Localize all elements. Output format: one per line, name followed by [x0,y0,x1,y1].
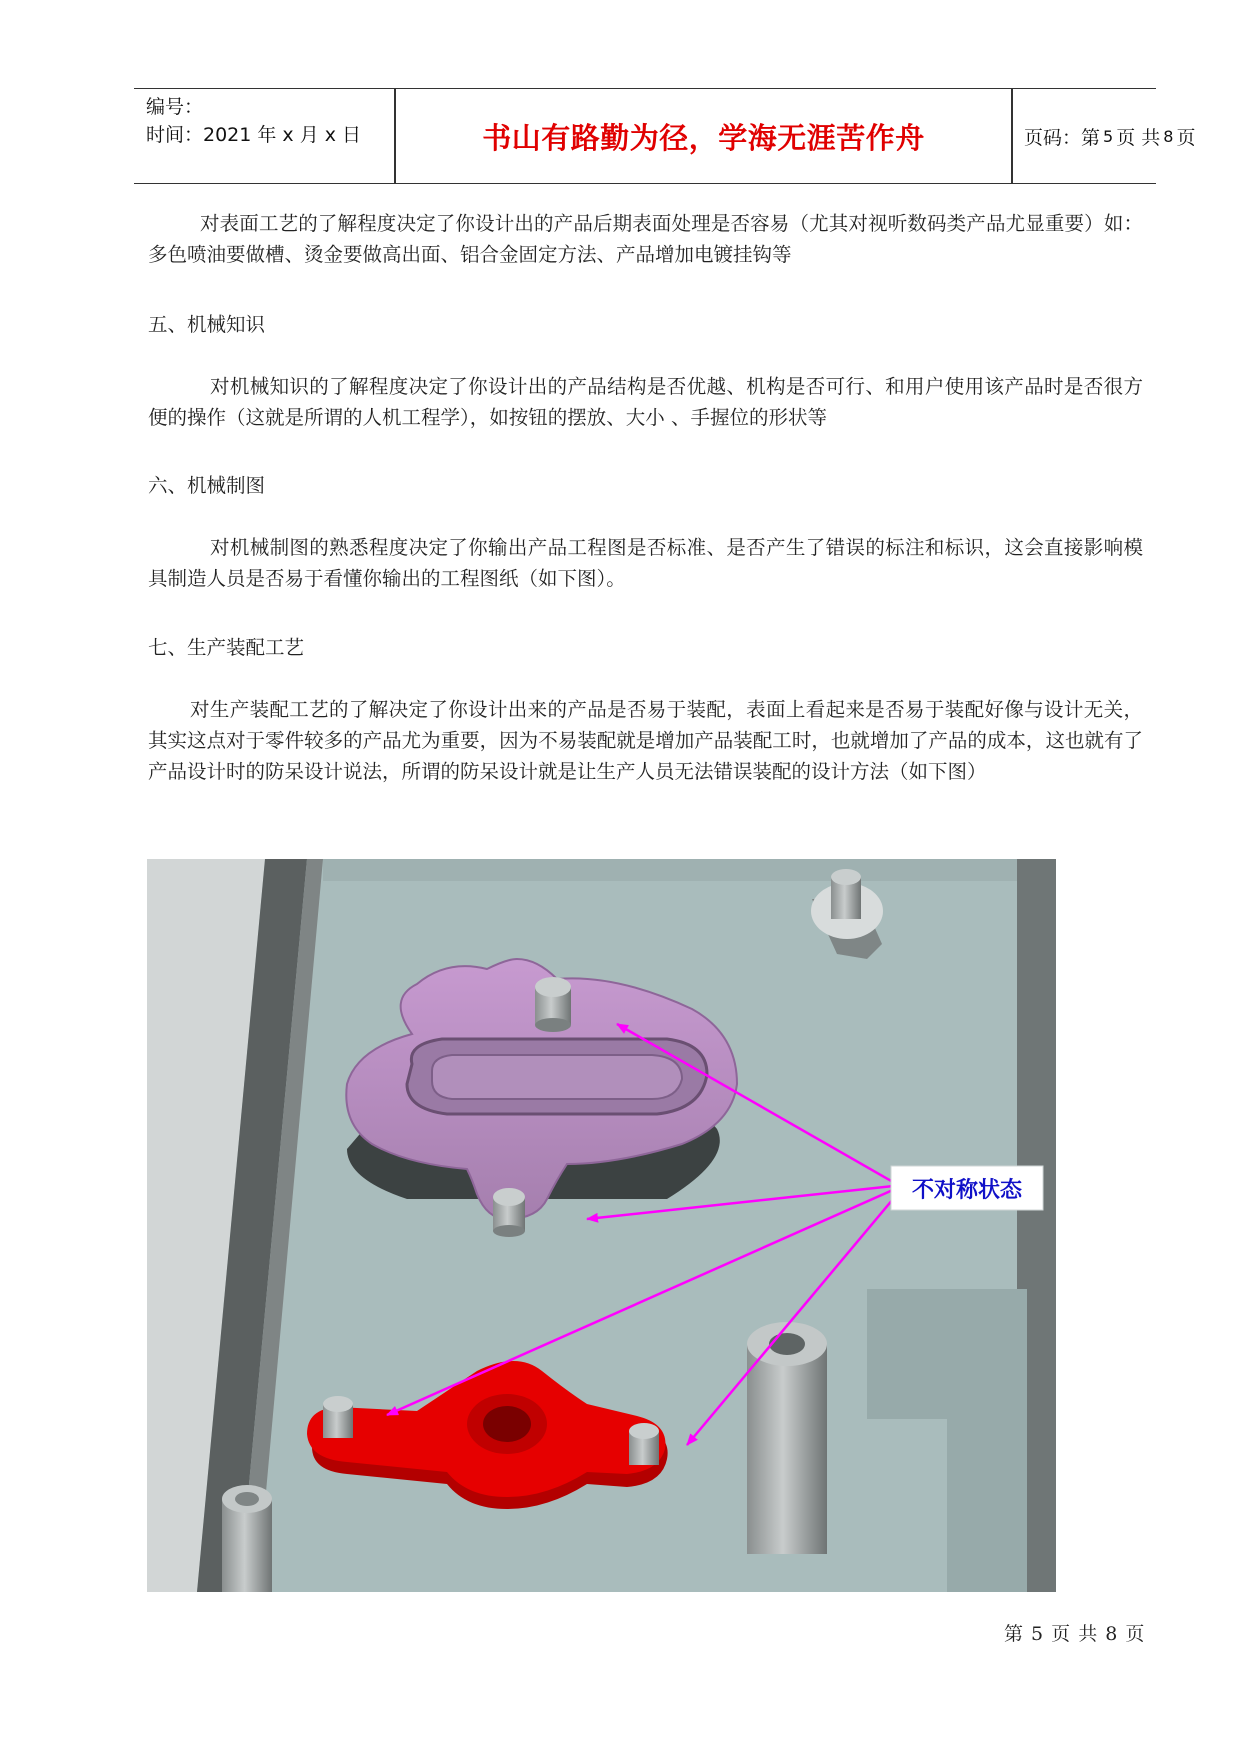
page-number: 5 [1103,126,1114,146]
header-left-cell [146,93,396,179]
page-suffix: 页 [1176,126,1196,149]
time-label: 时间：2021 年 x 月 x 日 [146,124,362,146]
paragraph-mechanical-drawing: 对机械制图的熟悉程度决定了你输出产品工程图是否标准、是否产生了错误的标注和标识，这会直接影响模具制造人员是否易于看懂你输出的工程图纸（如下图）。 [148,536,1143,590]
heading-mechanical-drawing: 六、机械制图 [148,474,266,497]
heading-assembly-process: 七、生产装配工艺 [148,636,305,659]
paragraph-surface: 对表面工艺的了解程度决定了你设计出的产品后期表面处理是否容易（尤其对视听数码类产品尤显重要）如：多色喷油要做槽、烫金要做高出面、铝合金固定方法、产品增加电镀挂钩等 [148,212,1143,266]
red-left-pin [323,1396,353,1438]
paragraph-assembly-process: 对生产装配工艺的了解决定了你设计出来的产品是否易于装配，表面上看起来是否易于装配好像与设计无关，其实这点对于零件较多的产品尤为重要，因为不易装配就是增加产品装配工时，也就增加了产品的成本，这也就有了产品设计时的防呆设计说法，所谓的防呆设计就是让生产人员无法错误装配的设计方法（如下图） [148,698,1143,783]
number-label: 编号： [146,96,204,118]
small-pillar [222,1485,272,1592]
large-pillar [747,1322,827,1554]
page-footer: 第 5 页 共 8 页 [1004,1623,1146,1645]
page-mid: 页 共 [1116,126,1161,149]
heading-mechanical-knowledge: 五、机械知识 [148,313,266,336]
red-right-pin [629,1423,659,1465]
header-motto: 书山有路勤为径，学海无涯苦作舟 [482,120,925,155]
callout-label: 不对称状态 [911,1178,1023,1203]
purple-top-pin [535,977,571,1032]
mold-figure [147,859,1056,1592]
paragraph-mechanical-knowledge: 对机械知识的了解程度决定了你设计出的产品结构是否优越、机构是否可行、和用户使用该产品时是否很方便的操作（这就是所谓的人机工程学），如按钮的摆放、大小 、手握位的形状等 [148,375,1143,429]
top-strip [323,859,1056,881]
mold-illustration [147,859,1056,1592]
header-page-info [1024,89,1196,183]
page-prefix: 页码：第 [1024,126,1101,149]
purple-bottom-pin [493,1188,525,1237]
page-total: 8 [1163,126,1174,146]
header-divider [1011,89,1013,183]
header-table [134,88,1196,184]
